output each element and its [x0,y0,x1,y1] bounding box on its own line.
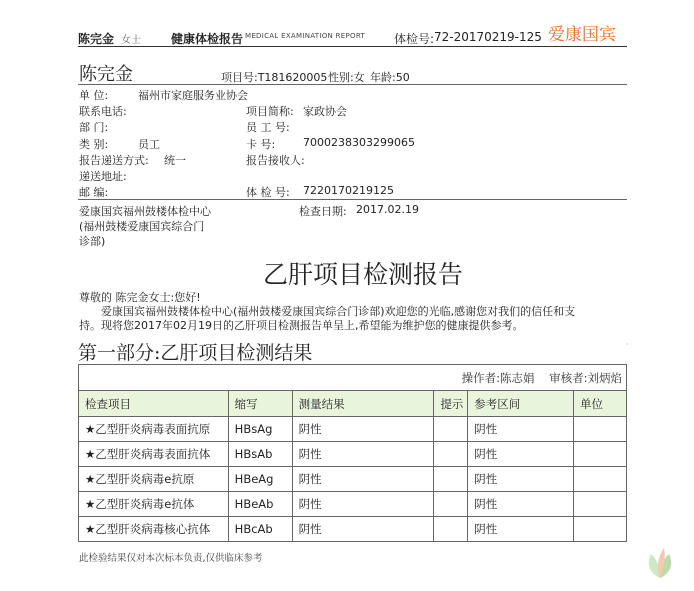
cell-item: ★乙型肝炎病毒e抗原 [79,467,229,492]
exam-no-value: 7220170219125 [303,184,394,197]
center-line2: (福州鼓楼爱康国宾综合门 [79,220,205,233]
post-label: 邮 编: [79,186,109,199]
proj-abbr-value: 家政协会 [303,105,347,118]
cell-item: ★乙型肝炎病毒核心抗体 [79,517,229,542]
info-sex: 性别:女 [328,71,365,84]
table-row [79,517,627,542]
header-exam-no-label: 体检号: [394,32,435,46]
col-header-hint: 提示 [434,391,468,417]
leaf-watermark-icon [642,544,678,580]
intro-line2: 持。现将您2017年02月19日的乙肝项目检测报告单呈上,希望能为维护您的健康提供参考。 [79,319,524,332]
document-title: 乙肝项目检测报告 [263,260,464,289]
col-header-ref: 参考区间 [468,391,574,417]
greeting: 尊敬的 陈完金女士:您好! [79,291,201,304]
dept-label: 部 门: [79,121,109,134]
center-line1: 爱康国宾福州鼓楼体检中心 [79,205,211,218]
cell-result: 阴性 [292,517,434,542]
info-project-no: 项目号:T181620005 [221,71,328,84]
cell-ref: 阴性 [468,492,574,517]
col-header-result: 测量结果 [292,391,434,417]
operator-label: 操作者: [461,370,500,385]
section-title: 第一部分:乙肝项目检测结果 [78,342,313,364]
info-divider-2 [78,199,627,200]
header-report-title-en: MEDICAL EXAMINATION REPORT [245,32,366,40]
brand-logo: 爱康国宾 [548,25,616,45]
cell-abbr: HBsAg [228,417,292,442]
operator-cell [79,365,627,391]
card-value: 7000238303299065 [303,136,415,149]
operator-name: 陈志娟 [500,370,535,385]
unit-label: 单 位: [79,89,109,102]
cell-abbr: HBsAb [228,442,292,467]
exam-date-label: 检查日期: [299,205,347,218]
header-gender-title: 女士 [121,35,141,46]
reviewer-label: 审核者: [549,370,588,385]
cell-ref: 阴性 [468,442,574,467]
col-header-abbr: 缩写 [228,391,292,417]
cell-result: 阴性 [292,467,434,492]
cell-unit [574,417,627,442]
info-age: 年龄:50 [370,71,410,84]
cell-unit [574,467,627,492]
cell-ref: 阴性 [468,467,574,492]
cell-hint [434,442,468,467]
cell-hint [434,517,468,542]
emp-no-label: 员 工 号: [246,121,290,134]
receiver-label: 报告接收人: [246,154,305,167]
table-row [79,467,627,492]
cell-hint [434,492,468,517]
cell-unit [574,492,627,517]
address-label: 递送地址: [79,170,127,183]
card-label: 卡 号: [246,138,276,151]
intro-line1: 爱康国宾福州鼓楼体检中心(福州鼓楼爱康国宾综合门诊部)欢迎您的光临,感谢您对我们的信任和支 [101,305,576,318]
proj-abbr-label: 项目简称: [246,105,294,118]
unit-value: 福州市家庭服务业协会 [138,89,248,102]
cell-abbr: HBeAb [228,492,292,517]
info-name: 陈完金 [79,64,133,85]
reviewer-name: 刘炳焰 [587,370,622,385]
header-exam-no: 72-20170219-125 [434,30,542,44]
cell-result: 阴性 [292,417,434,442]
results-table [78,364,627,542]
center-line3: 诊部) [79,235,106,248]
cell-hint [434,467,468,492]
delivery-label: 报告递送方式: [79,154,149,167]
operator-row [79,365,627,391]
cell-abbr: HBcAb [228,517,292,542]
category-label: 类 别: [79,138,109,151]
cell-ref: 阴性 [468,417,574,442]
cell-abbr: HBeAg [228,467,292,492]
table-row [79,417,627,442]
footnote: 此检验结果仅对本次标本负责,仅供临床参考 [79,553,263,564]
header-patient-name: 陈完金 [78,32,115,46]
category-value: 员工 [138,138,160,151]
col-header-item: 检查项目 [79,391,229,417]
info-divider [78,84,627,85]
table-row [79,442,627,467]
cell-hint [434,417,468,442]
cell-item: ★乙型肝炎病毒表面抗原 [79,417,229,442]
table-row [79,492,627,517]
table-header-row [79,391,627,417]
corner-mark: · [626,340,629,349]
delivery-value: 统一 [164,154,186,167]
header-report-title: 健康体检报告 [171,32,244,46]
header-divider [78,46,627,47]
phone-label: 联系电话: [79,105,127,118]
cell-unit [574,442,627,467]
exam-date-value: 2017.02.19 [356,203,419,216]
cell-result: 阴性 [292,442,434,467]
col-header-unit: 单位 [574,391,627,417]
cell-ref: 阴性 [468,517,574,542]
cell-item: ★乙型肝炎病毒表面抗体 [79,442,229,467]
cell-unit [574,517,627,542]
cell-result: 阴性 [292,492,434,517]
cell-item: ★乙型肝炎病毒e抗体 [79,492,229,517]
exam-no-label: 体 检 号: [246,186,290,199]
